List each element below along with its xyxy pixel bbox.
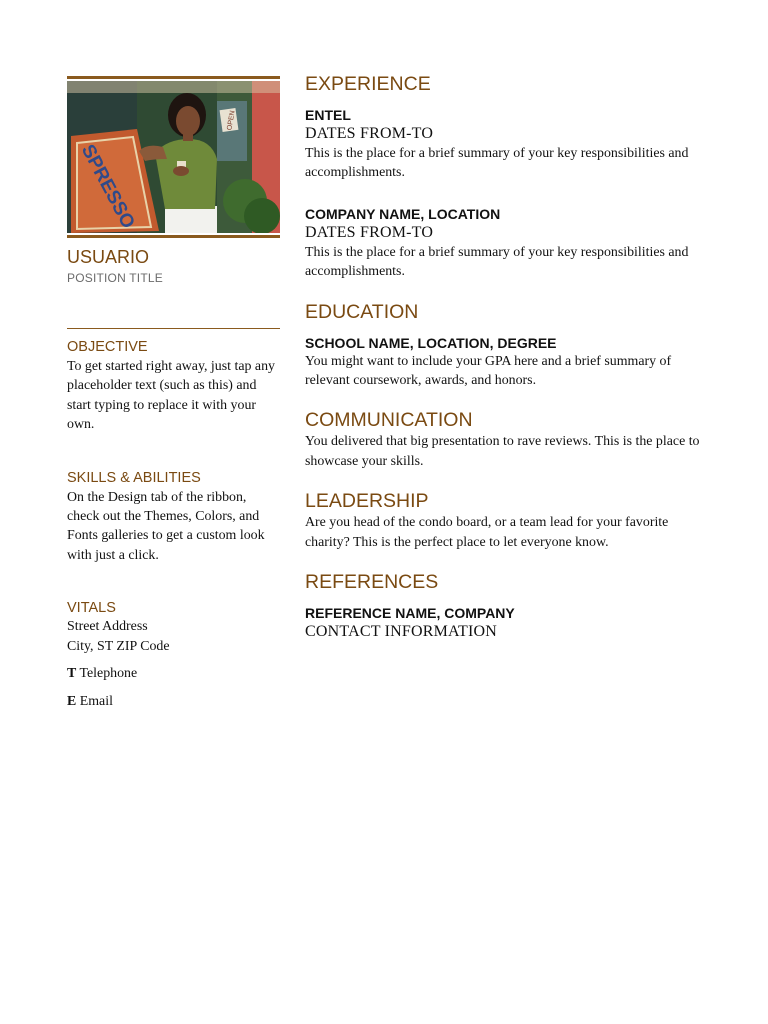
school-name: SCHOOL NAME, LOCATION, DEGREE [305,334,557,351]
communication-text: You delivered that big presentation to rave reviews. This is the place to showcase your skills. [305,434,700,469]
references-heading: REFERENCES [305,571,439,594]
education-summary: You might want to include your GPA here and a brief summary of relevant coursework, awards, and honors. [305,353,672,389]
photo-top-rule [67,76,280,79]
telephone-line [67,664,280,684]
telephone-value: Telephone [79,666,138,682]
left-divider [67,328,280,329]
street-address: Street Address [67,619,148,635]
cafe-photo-illustration [67,81,280,233]
email-label: E [67,693,77,709]
experience-heading: EXPERIENCE [305,73,431,95]
communication-heading: COMMUNICATION [305,409,473,432]
reference-name: REFERENCE NAME, COMPANY [305,605,515,622]
job-1-dates: DATES FROM-TO [305,125,434,142]
vitals-heading: VITALS [67,600,116,617]
objective-text: To get started right away, just tap any placeholder text (such as this) and start typing to replace it with your own. [67,359,275,433]
job-1-summary: This is the place for a brief summary of your key responsibilities and accomplishments. [305,146,689,181]
leadership-heading: LEADERSHIP [305,490,429,513]
profile-name: USUARIO [67,247,150,267]
profile-photo [67,81,280,233]
education-heading: EDUCATION [305,300,419,323]
job-2-summary: This is the place for a brief summary of your key responsibilities and accomplishments. [305,244,689,280]
right-column [305,72,715,642]
email-value: Email [79,693,113,709]
leadership-text: Are you head of the condo board, or a team lead for your favorite charity? This is the perfect place to let everyone know. [305,515,669,550]
skills-text: On the Design tab of the ribbon, check out the Themes, Colors, and Fonts galleries to get a custom look with just a click. [67,489,265,563]
job-1-company: ENTEL [305,107,351,123]
open-sign-text: OPEN [226,110,237,131]
left-column [67,76,280,711]
city-zip: City, ST ZIP Code [67,638,170,654]
espresso-sign-text: SPRESSO [76,141,139,233]
photo-bottom-rule [67,235,280,238]
email-line [67,692,280,712]
job-2-company: COMPANY NAME, LOCATION [305,205,501,222]
telephone-label: T [67,666,77,682]
skills-heading: SKILLS & ABILITIES [67,469,201,486]
reference-contact: CONTACT INFORMATION [305,623,498,641]
job-2-dates: DATES FROM-TO [305,223,434,241]
objective-heading: OBJECTIVE [67,339,148,355]
position-title: POSITION TITLE [67,271,163,285]
